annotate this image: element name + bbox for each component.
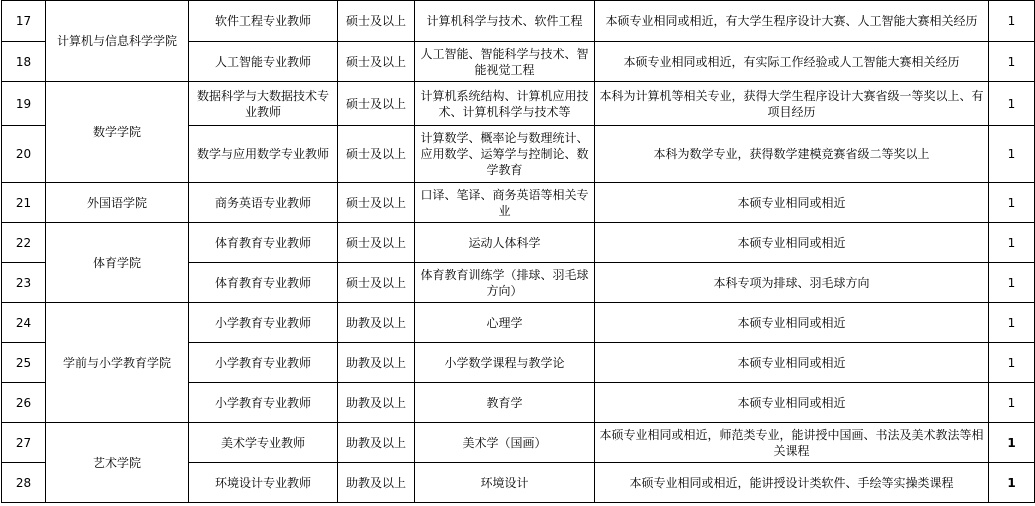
education-cell: 助教及以上 (338, 463, 415, 503)
major-cell: 计算数学、概率论与数理统计、应用数学、运筹学与控制论、数学教育 (415, 126, 595, 183)
major-cell: 心理学 (415, 303, 595, 343)
row-number: 26 (2, 383, 46, 423)
row-number: 23 (2, 263, 46, 303)
education-cell: 硕士及以上 (338, 183, 415, 223)
major-cell: 计算机科学与技术、软件工程 (415, 1, 595, 42)
major-cell: 教育学 (415, 383, 595, 423)
count-cell: 1 (989, 82, 1035, 126)
education-cell: 硕士及以上 (338, 82, 415, 126)
major-cell: 人工智能、智能科学与技术、智能视觉工程 (415, 42, 595, 82)
table-row (2, 423, 1035, 463)
department-cell: 数学学院 (46, 82, 189, 183)
row-number: 28 (2, 463, 46, 503)
education-cell: 硕士及以上 (338, 1, 415, 42)
count-cell: 1 (989, 423, 1035, 463)
position-cell: 软件工程专业教师 (189, 1, 338, 42)
requirement-cell: 本硕专业相同或相近 (595, 183, 989, 223)
count-cell: 1 (989, 383, 1035, 423)
row-number: 20 (2, 126, 46, 183)
row-number: 27 (2, 423, 46, 463)
requirement-cell: 本硕专业相同或相近，有实际工作经验或人工智能大赛相关经历 (595, 42, 989, 82)
education-cell: 助教及以上 (338, 383, 415, 423)
row-number: 24 (2, 303, 46, 343)
education-cell: 硕士及以上 (338, 42, 415, 82)
row-number: 22 (2, 223, 46, 263)
row-number: 21 (2, 183, 46, 223)
count-cell: 1 (989, 263, 1035, 303)
position-cell: 环境设计专业教师 (189, 463, 338, 503)
department-cell: 体育学院 (46, 223, 189, 303)
position-cell: 数据科学与大数据技术专业教师 (189, 82, 338, 126)
requirement-cell: 本硕专业相同或相近，有大学生程序设计大赛、人工智能大赛相关经历 (595, 1, 989, 42)
education-cell: 硕士及以上 (338, 223, 415, 263)
position-cell: 数学与应用数学专业教师 (189, 126, 338, 183)
position-cell: 小学教育专业教师 (189, 383, 338, 423)
position-cell: 小学教育专业教师 (189, 343, 338, 383)
count-cell: 1 (989, 42, 1035, 82)
count-cell: 1 (989, 183, 1035, 223)
education-cell: 硕士及以上 (338, 263, 415, 303)
table-row (2, 1, 1035, 42)
count-cell: 1 (989, 343, 1035, 383)
department-cell: 艺术学院 (46, 423, 189, 503)
department-cell: 计算机与信息科学学院 (46, 1, 189, 82)
row-number: 19 (2, 82, 46, 126)
count-cell: 1 (989, 126, 1035, 183)
department-cell: 学前与小学教育学院 (46, 303, 189, 423)
major-cell: 美术学（国画） (415, 423, 595, 463)
education-cell: 助教及以上 (338, 343, 415, 383)
requirement-cell: 本硕专业相同或相近，能讲授设计类软件、手绘等实操类课程 (595, 463, 989, 503)
position-cell: 体育教育专业教师 (189, 263, 338, 303)
major-cell: 计算机系统结构、计算机应用技术、计算机科学与技术等 (415, 82, 595, 126)
department-cell: 外国语学院 (46, 183, 189, 223)
table-row (2, 303, 1035, 343)
row-number: 18 (2, 42, 46, 82)
row-number: 25 (2, 343, 46, 383)
count-cell: 1 (989, 223, 1035, 263)
requirement-cell: 本科为计算机等相关专业，获得大学生程序设计大赛省级一等奖以上、有项目经历 (595, 82, 989, 126)
major-cell: 口译、笔译、商务英语等相关专业 (415, 183, 595, 223)
education-cell: 硕士及以上 (338, 126, 415, 183)
requirement-cell: 本硕专业相同或相近 (595, 223, 989, 263)
table-row (2, 183, 1035, 223)
education-cell: 助教及以上 (338, 303, 415, 343)
recruitment-table (1, 0, 1035, 503)
requirement-cell: 本硕专业相同或相近 (595, 343, 989, 383)
major-cell: 运动人体科学 (415, 223, 595, 263)
table-row (2, 223, 1035, 263)
position-cell: 人工智能专业教师 (189, 42, 338, 82)
position-cell: 美术学专业教师 (189, 423, 338, 463)
position-cell: 商务英语专业教师 (189, 183, 338, 223)
major-cell: 小学数学课程与教学论 (415, 343, 595, 383)
count-cell: 1 (989, 1, 1035, 42)
major-cell: 环境设计 (415, 463, 595, 503)
requirement-cell: 本硕专业相同或相近 (595, 303, 989, 343)
education-cell: 助教及以上 (338, 423, 415, 463)
major-cell: 体育教育训练学（排球、羽毛球方向） (415, 263, 595, 303)
position-cell: 小学教育专业教师 (189, 303, 338, 343)
row-number: 17 (2, 1, 46, 42)
position-cell: 体育教育专业教师 (189, 223, 338, 263)
requirement-cell: 本硕专业相同或相近 (595, 383, 989, 423)
count-cell: 1 (989, 463, 1035, 503)
requirement-cell: 本科为数学专业，获得数学建模竞赛省级二等奖以上 (595, 126, 989, 183)
table-row (2, 82, 1035, 126)
count-cell: 1 (989, 303, 1035, 343)
requirement-cell: 本硕专业相同或相近，师范类专业，能讲授中国画、书法及美术教法等相关课程 (595, 423, 989, 463)
requirement-cell: 本科专项为排球、羽毛球方向 (595, 263, 989, 303)
